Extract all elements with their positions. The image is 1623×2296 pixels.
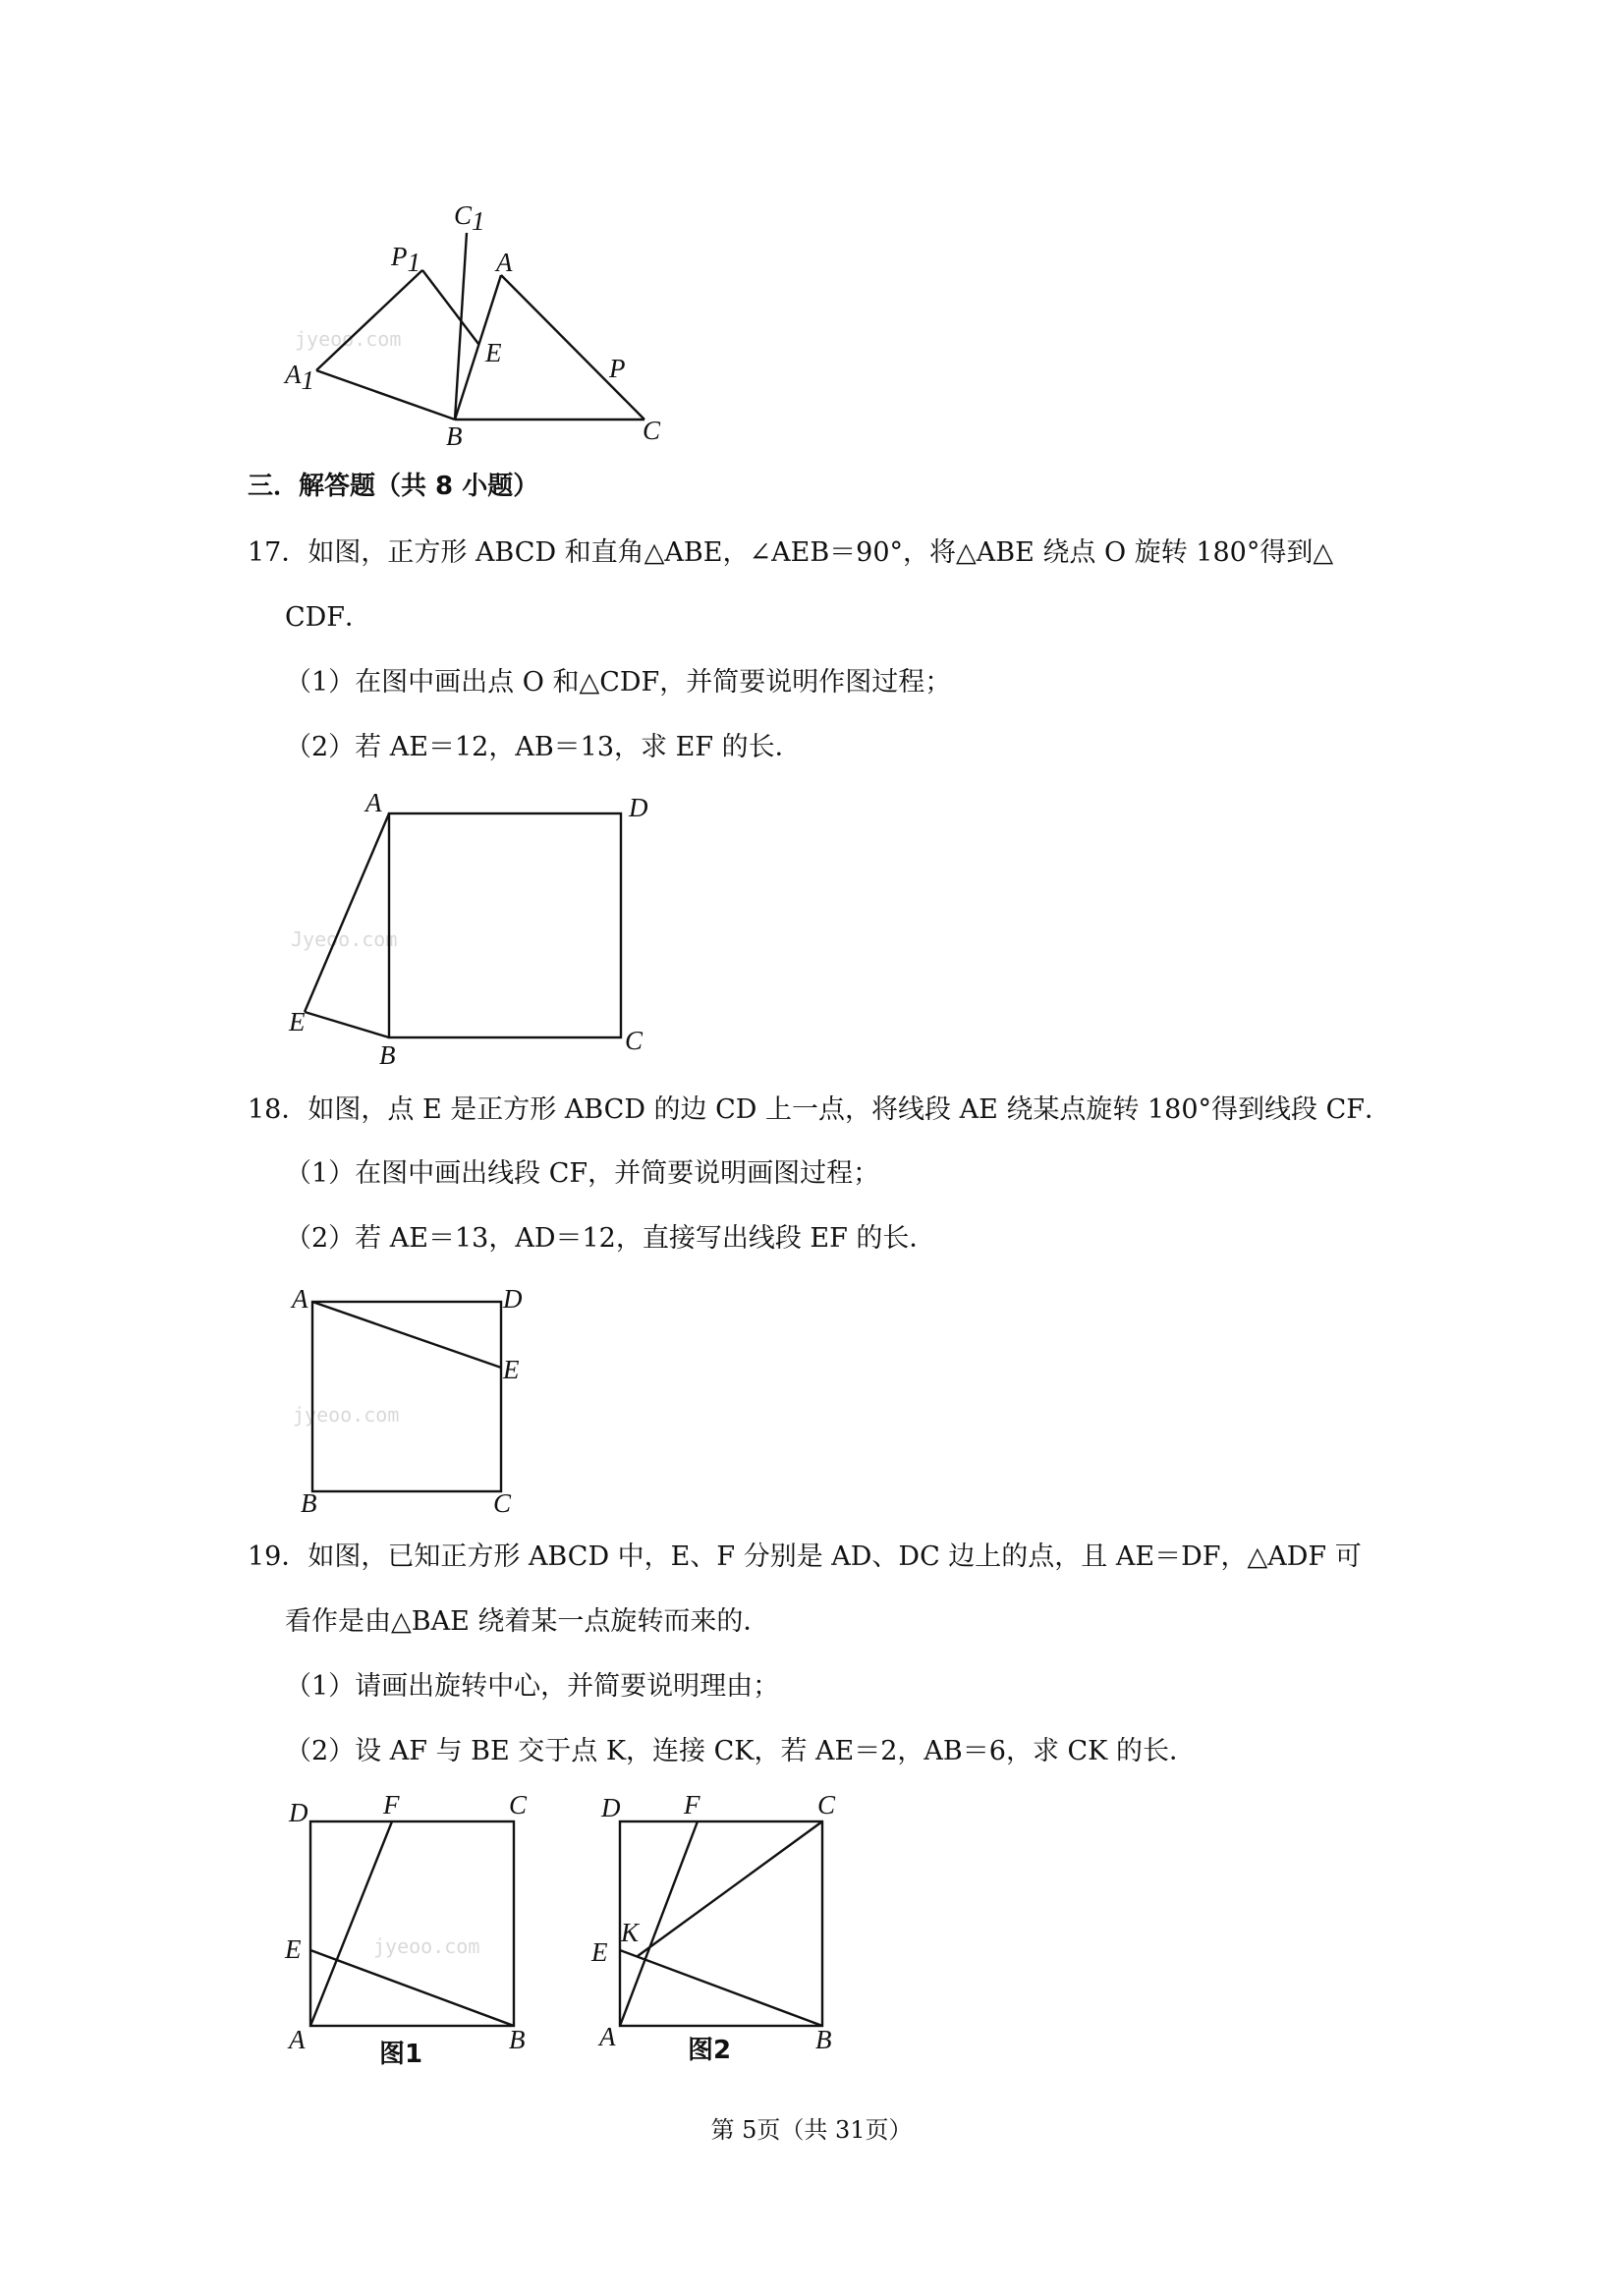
watermark: jyeoo.com	[373, 1934, 480, 1958]
segment-p1-e	[422, 270, 478, 344]
label-e: E	[503, 1355, 520, 1384]
section-header: 三．解答题（共 8 小题）	[248, 472, 539, 501]
figure-q17-square	[275, 786, 668, 1071]
label-p: P	[609, 354, 626, 383]
segment-a-c	[501, 275, 644, 420]
page-number: 第 5页（共 31页）	[710, 2116, 913, 2144]
label-e: E	[285, 1934, 302, 1964]
label-f: F	[684, 1790, 700, 1820]
q19-stem-line1: 19．如图，已知正方形 ABCD 中，E、F 分别是 AD、DC 边上的点，且 AE＝DF，△ADF 可	[248, 1541, 1362, 1572]
label-c: C	[493, 1488, 512, 1518]
q18-part2: （2）若 AE＝13，AD＝12，直接写出线段 EF 的长．	[285, 1223, 936, 1254]
square-abcd	[310, 1821, 514, 2026]
label-p1: P1	[391, 242, 420, 277]
segment-k-c	[638, 1821, 822, 1956]
label-f: F	[383, 1790, 400, 1820]
segment-a-f	[310, 1821, 392, 2026]
label-c: C	[509, 1790, 528, 1820]
label-c: C	[643, 416, 661, 445]
label-a: A	[365, 788, 382, 817]
q17-stem-line2: CDF．	[285, 602, 372, 633]
segment-e-b	[620, 1950, 822, 2026]
q19-stem-line2: 看作是由△BAE 绕着某一点旋转而来的．	[285, 1606, 770, 1637]
square-abcd	[312, 1302, 501, 1491]
caption-figure2: 图2	[688, 2036, 732, 2065]
label-b: B	[509, 2025, 526, 2054]
figure-rotation-triangles	[265, 192, 688, 457]
segment-a-e	[312, 1302, 501, 1368]
label-e: E	[485, 338, 502, 367]
segment-a1-b	[316, 370, 455, 420]
label-b: B	[301, 1488, 317, 1518]
q17-part2: （2）若 AE＝12，AB＝13，求 EF 的长．	[285, 732, 802, 762]
label-d: D	[629, 793, 648, 822]
label-a: A	[289, 2025, 306, 2054]
segment-a1-p1	[316, 270, 422, 370]
caption-figure1: 图1	[379, 2040, 423, 2069]
square-abcd	[620, 1821, 822, 2026]
watermark: jyeoo.com	[293, 1403, 400, 1427]
label-e: E	[591, 1937, 608, 1967]
q17-stem-line1: 17．如图，正方形 ABCD 和直角△ABE，∠AEB＝90°，将△ABE 绕点 O 旋转 180°得到△	[248, 537, 1334, 568]
square-abcd	[389, 813, 621, 1037]
q17-part1: （1）在图中画出点 O 和△CDF，并简要说明作图过程；	[285, 667, 952, 698]
figure-q19-1	[280, 1783, 545, 2078]
label-c: C	[817, 1790, 836, 1820]
label-d: D	[503, 1284, 523, 1314]
label-a: A	[292, 1284, 308, 1314]
label-b: B	[815, 2025, 832, 2054]
label-a: A	[599, 2022, 616, 2051]
label-a1: A1	[285, 360, 314, 395]
label-k: K	[621, 1918, 640, 1947]
label-b: B	[446, 421, 463, 451]
label-c1: C1	[454, 200, 485, 236]
q19-part2: （2）设 AF 与 BE 交于点 K，连接 CK，若 AE＝2，AB＝6，求 CK 的长．	[285, 1736, 1196, 1766]
segment-a-e	[305, 813, 389, 1012]
watermark: Jyeoo.com	[291, 927, 398, 951]
label-d: D	[289, 1798, 308, 1827]
q18-stem-line1: 18．如图，点 E 是正方形 ABCD 的边 CD 上一点，将线段 AE 绕某点旋转 180°得到线段 CF．	[248, 1094, 1391, 1125]
figure-q18-square	[280, 1277, 545, 1528]
segment-e-b	[305, 1012, 389, 1037]
q19-part1: （1）请画出旋转中心，并简要说明理由；	[285, 1671, 780, 1702]
label-a: A	[496, 248, 513, 277]
segment-e-b	[310, 1950, 514, 2026]
label-b: B	[379, 1040, 396, 1070]
figure-q19-2	[585, 1783, 850, 2078]
label-d: D	[601, 1793, 621, 1822]
label-e: E	[289, 1007, 306, 1036]
q18-part1: （1）在图中画出线段 CF，并简要说明画图过程；	[285, 1158, 880, 1189]
label-c: C	[625, 1026, 644, 1055]
watermark: jyeoo.com	[295, 327, 402, 351]
